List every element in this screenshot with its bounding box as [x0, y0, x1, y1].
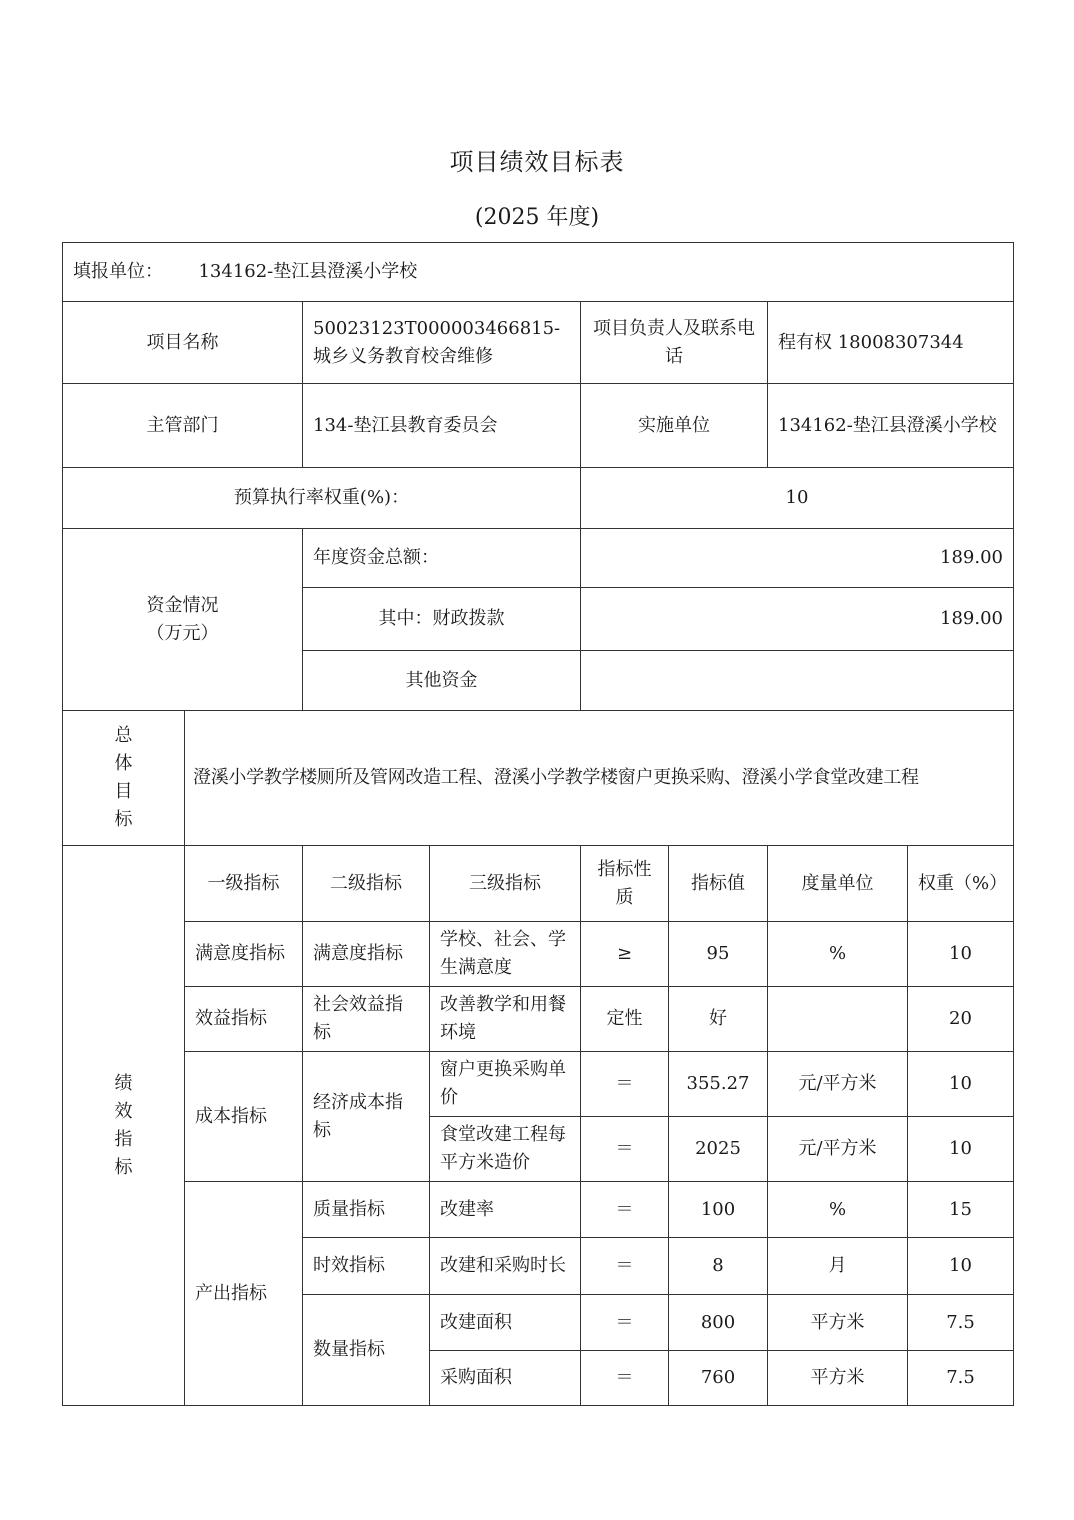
funds-other-value — [581, 651, 1014, 711]
unit-cell: 平方米 — [768, 1351, 908, 1406]
header-value: 指标值 — [669, 846, 768, 922]
level1-cell: 效益指标 — [185, 987, 303, 1052]
unit-cell: % — [768, 922, 908, 987]
value-cell: 100 — [669, 1182, 768, 1238]
perf-label-char: 标 — [114, 1156, 133, 1178]
perf-label — [63, 846, 185, 1406]
level2-cell: 数量指标 — [303, 1295, 430, 1406]
level3-cell: 采购面积 — [430, 1351, 581, 1406]
header-level1: 一级指标 — [185, 846, 303, 922]
level3-cell: 改建率 — [430, 1182, 581, 1238]
value-cell: 好 — [669, 987, 768, 1052]
value-cell: 8 — [669, 1238, 768, 1295]
unit-cell: 月 — [768, 1238, 908, 1295]
nature-cell: ＝ — [581, 1295, 669, 1351]
funds-label — [63, 529, 303, 711]
dept-label: 主管部门 — [63, 384, 303, 468]
filler-cell — [63, 243, 1014, 302]
impl-label: 实施单位 — [581, 384, 768, 468]
value-cell: 2025 — [669, 1117, 768, 1182]
perf-label-char: 指 — [114, 1128, 133, 1150]
nature-cell: ＝ — [581, 1052, 669, 1117]
nature-cell: ＝ — [581, 1351, 669, 1406]
level3-cell: 窗户更换采购单价 — [430, 1052, 581, 1117]
weight-cell: 7.5 — [908, 1295, 1014, 1351]
header-weight: 权重（%） — [908, 846, 1014, 922]
level2-cell: 经济成本指标 — [303, 1052, 430, 1182]
filler-label: 填报单位： — [73, 261, 163, 282]
performance-table — [62, 242, 1014, 1406]
dept-value: 134-垫江县教育委员会 — [303, 384, 581, 468]
unit-cell: 元/平方米 — [768, 1117, 908, 1182]
weight-cell: 15 — [908, 1182, 1014, 1238]
funds-total-value: 189.00 — [581, 529, 1014, 588]
table-row — [63, 1052, 1014, 1117]
level3-cell: 食堂改建工程每平方米造价 — [430, 1117, 581, 1182]
funds-total-label: 年度资金总额： — [303, 529, 581, 588]
level1-cell: 满意度指标 — [185, 922, 303, 987]
perf-header-row — [63, 846, 1014, 922]
level1-cell: 产出指标 — [185, 1182, 303, 1406]
project-row — [63, 302, 1014, 384]
weight-cell: 7.5 — [908, 1351, 1014, 1406]
unit-cell: % — [768, 1182, 908, 1238]
level3-cell: 学校、社会、学生满意度 — [430, 922, 581, 987]
value-cell: 760 — [669, 1351, 768, 1406]
nature-cell: ＝ — [581, 1238, 669, 1295]
table-row — [63, 987, 1014, 1052]
project-lead-label: 项目负责人及联系电话 — [581, 302, 768, 384]
budget-weight-row — [63, 468, 1014, 529]
value-cell: 800 — [669, 1295, 768, 1351]
level2-cell: 满意度指标 — [303, 922, 430, 987]
table-row — [63, 1182, 1014, 1238]
level3-cell: 改善教学和用餐环境 — [430, 987, 581, 1052]
unit-cell: 元/平方米 — [768, 1052, 908, 1117]
goal-label-char: 总 — [114, 725, 133, 746]
level2-cell: 质量指标 — [303, 1182, 430, 1238]
goal-label-char: 体 — [114, 753, 133, 774]
weight-cell: 10 — [908, 1238, 1014, 1295]
funds-total-row — [63, 529, 1014, 588]
goal-label — [63, 711, 185, 846]
project-lead-value: 程有权 18008307344 — [768, 302, 1014, 384]
impl-value: 134162-垫江县澄溪小学校 — [768, 384, 1014, 468]
goal-row — [63, 711, 1014, 846]
level2-cell: 时效指标 — [303, 1238, 430, 1295]
level3-cell: 改建面积 — [430, 1295, 581, 1351]
level1-cell: 成本指标 — [185, 1052, 303, 1182]
funds-fiscal-value: 189.00 — [581, 588, 1014, 651]
filler-row — [63, 243, 1014, 302]
value-cell: 355.27 — [669, 1052, 768, 1117]
unit-cell: 平方米 — [768, 1295, 908, 1351]
page-title: 项目绩效目标表 — [449, 148, 625, 176]
filler-value: 134162-垫江县澄溪小学校 — [198, 261, 418, 282]
project-name-label: 项目名称 — [63, 302, 303, 384]
budget-weight-value: 10 — [581, 468, 1014, 529]
level3-cell: 改建和采购时长 — [430, 1238, 581, 1295]
dept-row — [63, 384, 1014, 468]
funds-fiscal-label: 其中：财政拨款 — [303, 588, 581, 651]
unit-cell — [768, 987, 908, 1052]
value-cell: 95 — [669, 922, 768, 987]
nature-cell: ＝ — [581, 1117, 669, 1182]
perf-label-char: 绩 — [114, 1072, 133, 1094]
header-level2: 二级指标 — [303, 846, 430, 922]
funds-label-line2: （万元） — [146, 622, 219, 644]
weight-cell: 10 — [908, 922, 1014, 987]
weight-cell: 10 — [908, 1117, 1014, 1182]
header-unit: 度量单位 — [768, 846, 908, 922]
table-row — [63, 922, 1014, 987]
funds-other-label: 其他资金 — [303, 651, 581, 711]
goal-label-char: 目 — [114, 781, 133, 802]
header-nature: 指标性质 — [581, 846, 669, 922]
goal-text: 澄溪小学教学楼厕所及管网改造工程、澄溪小学教学楼窗户更换采购、澄溪小学食堂改建工程 — [185, 711, 1014, 846]
goal-label-char: 标 — [114, 809, 133, 830]
funds-label-line1: 资金情况 — [146, 594, 219, 616]
header-level3: 三级指标 — [430, 846, 581, 922]
project-name-value: 50023123T000003466815-城乡义务教育校舍维修 — [303, 302, 581, 384]
budget-weight-label: 预算执行率权重(%)： — [63, 468, 581, 529]
level2-cell: 社会效益指标 — [303, 987, 430, 1052]
nature-cell: ≥ — [581, 922, 669, 987]
perf-label-char: 效 — [114, 1100, 133, 1122]
weight-cell: 20 — [908, 987, 1014, 1052]
page-subtitle: (2025 年度) — [474, 205, 600, 230]
nature-cell: ＝ — [581, 1182, 669, 1238]
weight-cell: 10 — [908, 1052, 1014, 1117]
nature-cell: 定性 — [581, 987, 669, 1052]
